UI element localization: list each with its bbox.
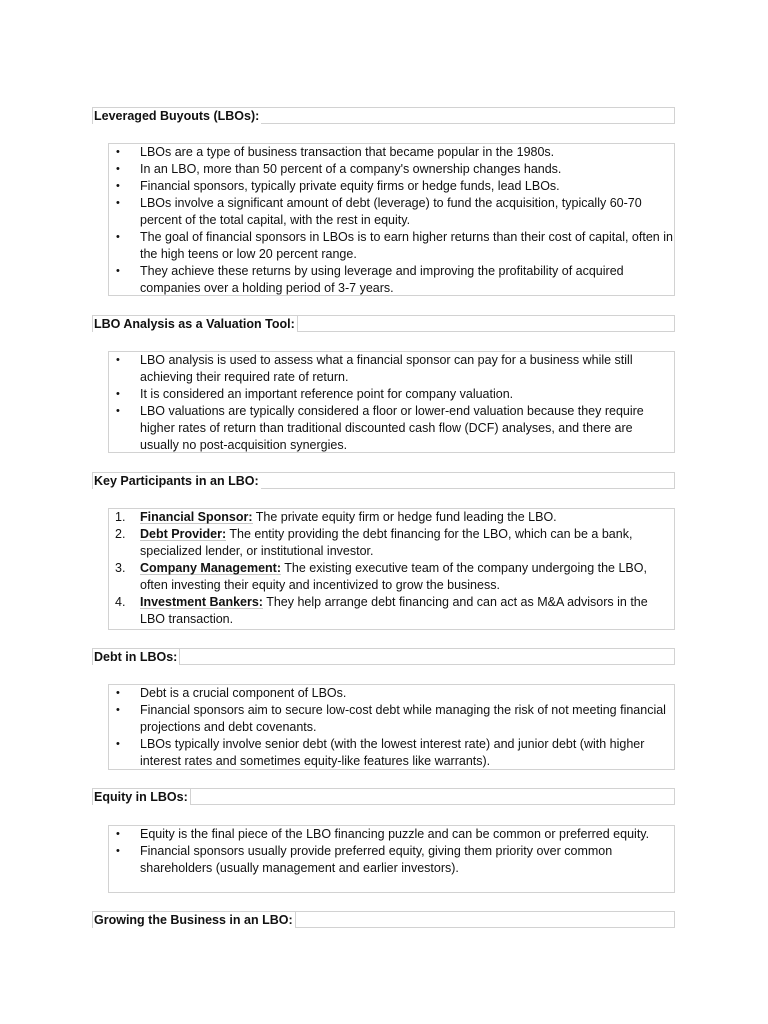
list-item	[109, 843, 674, 877]
list-item-text: LBOs involve a significant amount of debt (leverage) to fund the acquisition, typically 60-70 percent of the total capital, with the rest in equity.	[140, 196, 642, 227]
list-item	[109, 229, 674, 263]
bullet-icon: •	[116, 704, 120, 716]
list-item	[109, 736, 674, 770]
numbered-list	[109, 509, 674, 628]
list-item-text: LBOs typically involve senior debt (with the lowest interest rate) and junior debt (with higher interest rates and sometimes equity-like features like warrants).	[140, 737, 645, 768]
list-item	[109, 560, 674, 594]
bullet-list-box	[108, 825, 675, 893]
list-number: 2.	[115, 527, 126, 541]
bullet-icon: •	[116, 738, 120, 750]
list-item-text: Financial sponsors aim to secure low-cost debt while managing the risk of not meeting financial projections and debt covenants.	[140, 703, 666, 734]
list-item-text: Debt is a crucial component of LBOs.	[140, 686, 347, 700]
list-item	[109, 178, 674, 195]
section-heading: LBO Analysis as a Valuation Tool:	[93, 316, 298, 332]
bullet-icon: •	[116, 197, 120, 209]
list-item-text: The entity providing the debt financing for the LBO, which can be a bank, specialized lender, or institutional investor.	[140, 527, 633, 558]
list-item-text: LBO valuations are typically considered a floor or lower-end valuation because they require higher rates of return than traditional discounted cash flow (DCF) analyses, and there are usually no post-acquisition synergies.	[140, 404, 644, 452]
list-item	[109, 144, 674, 161]
list-number: 3.	[115, 561, 126, 575]
list-item-term: Investment Bankers:	[140, 595, 263, 609]
section-heading-box	[92, 788, 675, 805]
list-item-text: The private equity firm or hedge fund leading the LBO.	[252, 510, 557, 524]
list-item	[109, 352, 674, 386]
section-heading: Growing the Business in an LBO:	[93, 912, 296, 928]
list-item	[109, 263, 674, 297]
bullet-list	[109, 352, 674, 454]
list-item	[109, 386, 674, 403]
list-item-text: Equity is the final piece of the LBO financing puzzle and can be common or preferred equity.	[140, 827, 650, 841]
list-item-text: Financial sponsors, typically private equity firms or hedge funds, lead LBOs.	[140, 179, 560, 193]
list-item-text: LBOs are a type of business transaction that became popular in the 1980s.	[140, 145, 555, 159]
bullet-list	[109, 826, 674, 877]
bullet-icon: •	[116, 163, 120, 175]
list-number: 1.	[115, 510, 126, 524]
bullet-icon: •	[116, 354, 120, 366]
section-heading-box	[92, 107, 675, 124]
bullet-list-box	[108, 143, 675, 296]
list-item-text: Financial sponsors usually provide preferred equity, giving them priority over common shareholders (usually management and earlier investors).	[140, 844, 613, 875]
list-item	[109, 702, 674, 736]
list-item	[109, 594, 674, 628]
bullet-list-box	[108, 351, 675, 453]
list-item-term: Company Management:	[140, 561, 281, 575]
list-item-text: LBO analysis is used to assess what a financial sponsor can pay for a business while still achieving their required rate of return.	[140, 353, 633, 384]
bullet-icon: •	[116, 265, 120, 277]
list-item	[109, 509, 674, 526]
bullet-list-box	[108, 684, 675, 770]
list-item-term: Financial Sponsor:	[140, 510, 253, 524]
list-number: 4.	[115, 595, 126, 609]
section-heading-box	[92, 648, 675, 665]
bullet-icon: •	[116, 388, 120, 400]
list-item-text: They achieve these returns by using leverage and improving the profitability of acquired companies over a holding period of 3-7 years.	[140, 264, 624, 295]
section-heading-box	[92, 472, 675, 489]
list-item	[109, 526, 674, 560]
numbered-list-box	[108, 508, 675, 630]
list-item	[109, 161, 674, 178]
list-item	[109, 403, 674, 454]
list-item-text: They help arrange debt financing and can act as M&A advisors in the LBO transaction.	[140, 595, 648, 626]
bullet-icon: •	[116, 405, 120, 417]
bullet-icon: •	[116, 828, 120, 840]
section-heading: Equity in LBOs:	[93, 789, 191, 805]
list-item-text: In an LBO, more than 50 percent of a company's ownership changes hands.	[140, 162, 562, 176]
bullet-icon: •	[116, 687, 120, 699]
section-heading: Leveraged Buyouts (LBOs):	[94, 109, 260, 123]
section-heading: Key Participants in an LBO:	[94, 474, 259, 488]
bullet-icon: •	[116, 845, 120, 857]
bullet-icon: •	[116, 180, 120, 192]
list-item-term: Debt Provider:	[140, 527, 227, 541]
list-item	[109, 195, 674, 229]
list-item	[109, 685, 674, 702]
section-heading-box	[92, 315, 675, 332]
bullet-list	[109, 144, 674, 297]
list-item-text: It is considered an important reference point for company valuation.	[140, 387, 514, 401]
bullet-icon: •	[116, 146, 120, 158]
section-heading-box	[92, 911, 675, 928]
section-heading: Debt in LBOs:	[93, 649, 180, 665]
list-item	[109, 826, 674, 843]
list-item-text: The existing executive team of the company undergoing the LBO, often investing their equity and incentivized to grow the business.	[140, 561, 647, 592]
bullet-list	[109, 685, 674, 770]
list-item-text: The goal of financial sponsors in LBOs is to earn higher returns than their cost of capital, often in the high teens or low 20 percent range.	[140, 230, 673, 261]
bullet-icon: •	[116, 231, 120, 243]
